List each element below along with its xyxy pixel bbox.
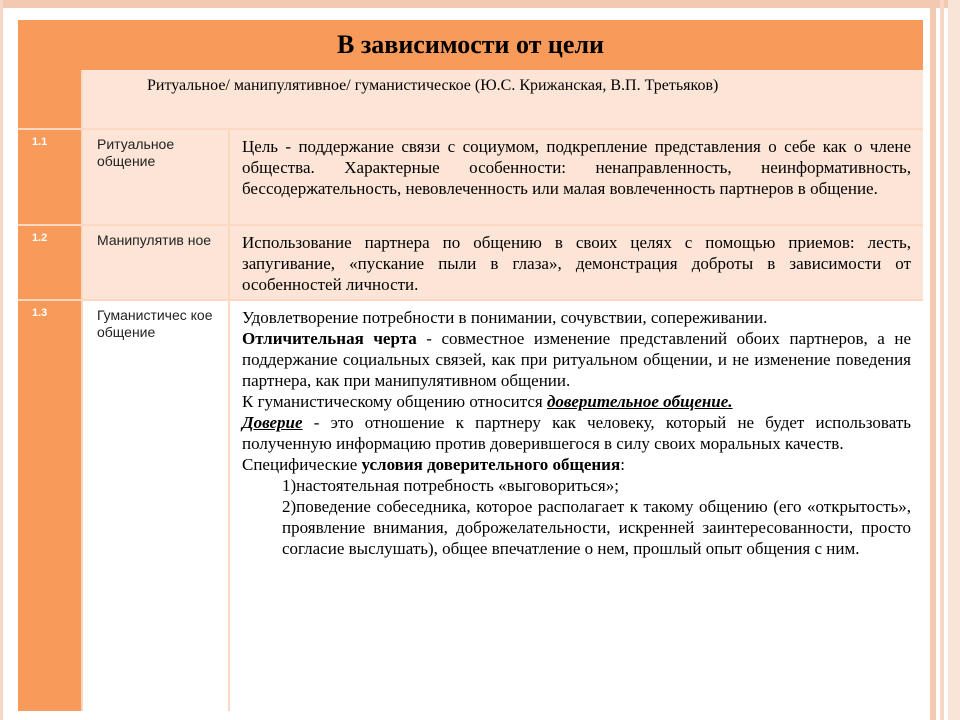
frame-right-stripe — [940, 0, 944, 720]
term-trust: Доверие — [242, 413, 303, 432]
row-number: 1.2 — [18, 226, 82, 299]
list-item: 2)поведение собеседника, которое располагает к такому общению (его «открытость», проявление внимания, доброжелательности, искренней заинтересованности, просто согласие выслушать), общее впечатление о нем, прошлый опыт общения с ним. — [282, 497, 912, 558]
title-row — [18, 20, 923, 70]
number-cell — [18, 70, 82, 128]
text-span: : — [620, 455, 625, 474]
frame-left-stripe — [0, 0, 3, 720]
table-row — [18, 226, 923, 299]
frame-top-stripe — [0, 0, 960, 8]
bold-term: условия доверительного общения — [361, 455, 621, 474]
row-number: 1.3 — [18, 301, 82, 711]
term-trust-communication: доверительное общение. — [547, 392, 733, 411]
paragraph — [242, 328, 911, 391]
text-span: - это отношение к партнеру как человеку, который не будет использовать полученную информацию против доверившегося в силу своих моральных качеств. — [242, 413, 912, 453]
table-row — [18, 301, 923, 711]
row-number: 1.1 — [18, 130, 82, 224]
paragraph — [242, 412, 911, 454]
text-span: - совместное изменение представлений обоих партнеров, а не поддержание социальных связей, как при ритуальном общении, и не изменение поведения партнера, как при манипулятивном общении. — [242, 329, 912, 390]
row-name: Гуманистичес кое общение — [82, 301, 229, 711]
row-name: Ритуальное общение — [82, 130, 229, 224]
paragraph — [242, 391, 911, 412]
table-row — [18, 130, 923, 224]
slide-title: В зависимости от цели — [18, 20, 923, 70]
text-span: Специфические — [242, 455, 362, 474]
text-span: К гуманистическому общению относится — [242, 392, 547, 411]
row-name: Манипулятив ное — [82, 226, 229, 299]
paragraph: Удовлетворение потребности в понимании, сочувствии, сопереживании. — [242, 308, 768, 327]
classification-table — [18, 20, 923, 711]
list-item: 1)настоятельная потребность «выговориться»; — [282, 476, 619, 495]
subtitle-row — [18, 70, 923, 128]
bold-term: Отличительная черта — [242, 329, 417, 348]
paragraph — [242, 454, 911, 475]
row-description: Цель - поддержание связи с социумом, подкрепление представления о себе как о члене общества. Характерные особенности: ненаправленность, неинформативность, бессодержательность, невовлеченность или малая вовлеченность партнеров в общение. — [229, 130, 923, 224]
table-subtitle: Ритуальное/ манипулятивное/ гуманистическое (Ю.С. Крижанская, В.П. Третьяков) — [82, 70, 923, 128]
row-description — [229, 301, 923, 711]
slide — [18, 20, 923, 696]
frame-right-stripe — [948, 0, 960, 720]
frame-right-stripe — [930, 0, 936, 720]
row-description: Использование партнера по общению в своих целях с помощью приемов: лесть, запугивание, «пускание пыли в глаза», демонстрация доброты в зависимости от особенностей личности. — [229, 226, 923, 299]
